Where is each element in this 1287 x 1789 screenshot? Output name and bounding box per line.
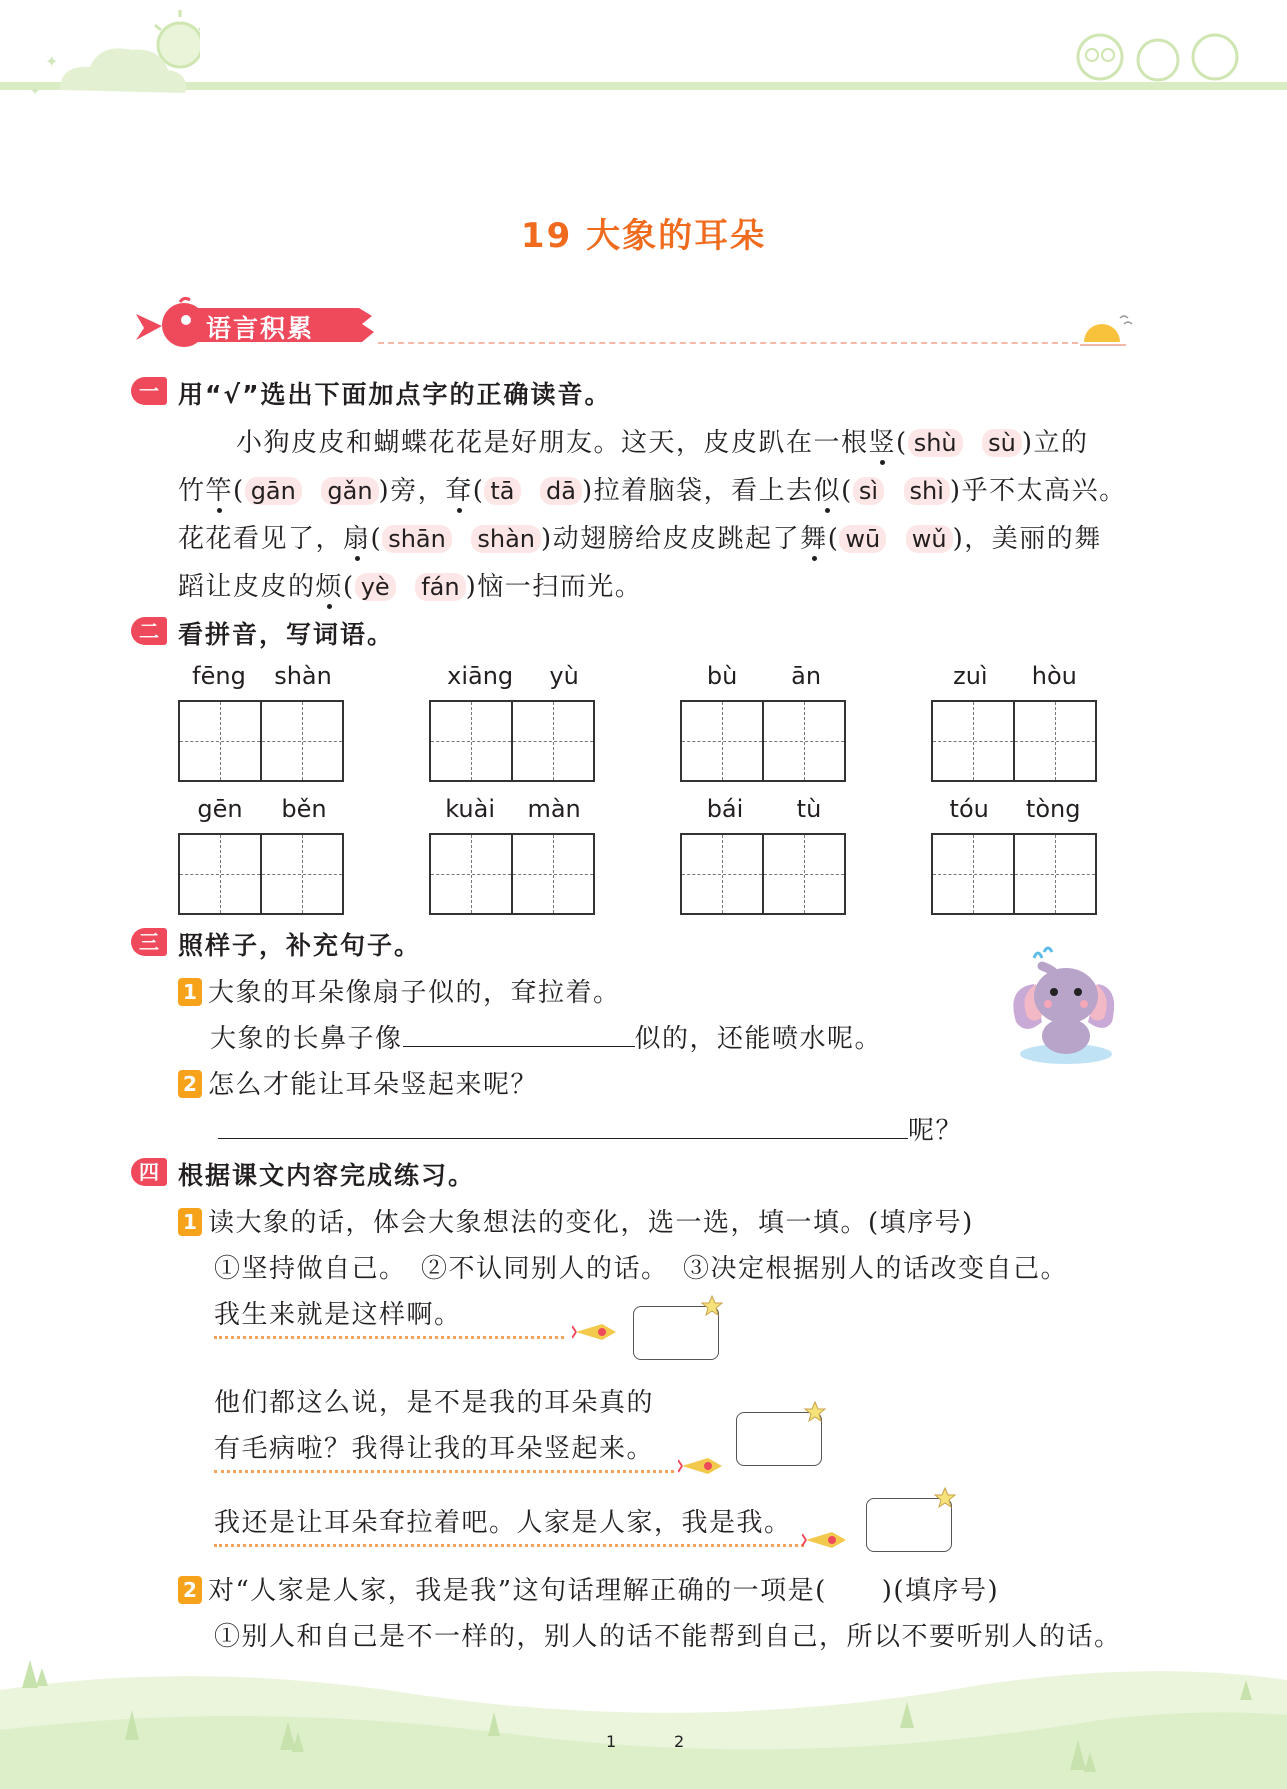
q4-instruction: 读大象的话，体会大象想法的变化，选一选，填一填。(填序号): [208, 1208, 974, 1238]
pinyin-label: xiāng yù: [447, 662, 579, 690]
pinyin-label: zuì hòu: [953, 662, 1077, 690]
writing-grid[interactable]: [429, 833, 595, 915]
q1-text: 恼一扫而光。: [477, 572, 643, 602]
q3-item-2: [178, 1064, 538, 1101]
q1-number: 一: [131, 377, 167, 405]
page-number-right: 2: [674, 1732, 685, 1751]
q1-text: 花花看见了，: [178, 524, 344, 554]
q1-dotted-char: 舞: [800, 518, 828, 555]
fill-blank[interactable]: [403, 1022, 635, 1047]
pinyin-label: tóu tòng: [949, 795, 1081, 823]
item-number-badge: 2: [178, 1070, 202, 1098]
elephant-quote-3: 我还是让耳朵耷拉着吧。人家是人家，我是我。: [214, 1508, 792, 1538]
pinyin-option[interactable]: sù: [982, 429, 1022, 457]
q4-question: 对“人家是人家，我是我”这句话理解正确的一项是( )(填序号): [208, 1576, 1000, 1606]
writing-grid[interactable]: [680, 700, 846, 782]
q1-line-2: 竹竿( gān gǎn )旁，耷( tā dā )拉着脑袋，看上去似( sì shì )乎不太高兴。: [178, 470, 1127, 507]
star-icon: [803, 1400, 827, 1424]
q3-question: 怎么才能让耳朵竖起来呢？: [208, 1070, 539, 1100]
q1-dotted-char: 竿: [206, 470, 234, 507]
q4-number: 四: [131, 1158, 167, 1186]
pinyin-option[interactable]: fán: [415, 573, 465, 601]
q1-line-4: 蹈让皮皮的烦( yè fán )恼一扫而光。: [178, 566, 642, 603]
q3-suffix: 似的，还能喷水呢。: [634, 1024, 883, 1054]
page-number-left: 1: [606, 1732, 617, 1751]
q4-item-2: [178, 1570, 999, 1607]
pinyin-option[interactable]: wū: [839, 525, 886, 553]
pinyin-option[interactable]: shì: [904, 477, 950, 505]
pinyin-label: bái tù: [706, 795, 822, 823]
q4-title: 根据课文内容完成练习。: [178, 1161, 476, 1190]
sunset-icon: [1080, 312, 1136, 352]
q4-item-1: [178, 1202, 974, 1239]
q1-text: 立的: [1033, 428, 1089, 458]
pinyin-option[interactable]: shàn: [471, 525, 541, 553]
q3-number: 三: [131, 928, 167, 956]
banner-divider: [378, 342, 1078, 344]
sun-cloud-decoration: [20, 5, 200, 105]
q1-text: ，美丽的舞: [964, 524, 1102, 554]
pinyin-option[interactable]: dā: [540, 477, 582, 505]
hills-decoration: [0, 1640, 1287, 1789]
wavy-underline: [214, 1336, 564, 1343]
elephant-quote-1: 我生来就是这样啊。: [214, 1300, 462, 1330]
writing-grid[interactable]: [931, 700, 1097, 782]
q3-prefix: 大象的长鼻子像: [210, 1024, 403, 1054]
pinyin-label: bù ān: [706, 662, 822, 690]
svg-text:✦: ✦: [45, 52, 59, 71]
q4-option-1: ①别人和自己是不一样的，别人的话不能帮到自己，所以不要听别人的话。: [214, 1622, 1122, 1652]
q4-options: ①坚持做自己。 ②不认同别人的话。 ③决定根据别人的话改变自己。: [214, 1254, 1069, 1284]
star-icon: [933, 1486, 957, 1510]
q1-text: 拉着脑袋，看上去: [593, 476, 814, 506]
q1-dotted-char: 竖: [869, 422, 897, 459]
pinyin-label: gēn běn: [197, 795, 327, 823]
q1-text: 小狗皮皮和蝴蝶花花是好朋友。这天，皮皮趴在一根: [236, 428, 869, 458]
q3-item-1-answer: [210, 1018, 882, 1055]
section-banner: [134, 304, 374, 344]
q1-text: 竹: [178, 476, 206, 506]
q1-title: 用“√”选出下面加点字的正确读音。: [178, 380, 612, 409]
q3-item-1: [178, 972, 621, 1009]
banner-label: 语言积累: [206, 314, 315, 343]
writing-grid[interactable]: [178, 833, 344, 915]
pinyin-option[interactable]: sì: [853, 477, 884, 505]
q1-text: 旁，: [390, 476, 446, 506]
item-number-badge: 2: [178, 1576, 202, 1604]
pinyin-option[interactable]: shān: [382, 525, 452, 553]
writing-grid[interactable]: [680, 833, 846, 915]
pinyin-option[interactable]: wǔ: [906, 525, 953, 553]
q3-item-2-answer: [218, 1110, 963, 1147]
q3-example: 大象的耳朵像扇子似的，耷拉着。: [208, 978, 621, 1008]
pinyin-label: kuài màn: [445, 795, 581, 823]
animals-decoration: [1060, 25, 1260, 85]
star-icon: [700, 1294, 724, 1318]
item-number-badge: 1: [178, 1208, 202, 1236]
pinyin-option[interactable]: gān: [245, 477, 302, 505]
q2-title: 看拼音，写词语。: [178, 620, 395, 649]
q1-line-1: 小狗皮皮和蝴蝶花花是好朋友。这天，皮皮趴在一根竖( shù sù )立的: [236, 422, 1089, 459]
q1-line-3: 花花看见了，扇( shān shàn )动翅膀给皮皮跳起了舞( wū wǔ )，美丽的舞: [178, 518, 1102, 555]
q1-text: 动翅膀给皮皮跳起了: [552, 524, 801, 554]
elephant-quote-2b: 有毛病啦？我得让我的耳朵竖起来。: [214, 1434, 655, 1464]
q3-title: 照样子，补充句子。: [178, 931, 422, 960]
q1-text: 蹈让皮皮的: [178, 572, 316, 602]
pinyin-option[interactable]: yè: [355, 573, 396, 601]
q1-dotted-char: 扇: [343, 518, 371, 555]
q2-number: 二: [131, 617, 167, 645]
rocket-icon: [802, 1526, 848, 1554]
writing-grid[interactable]: [429, 700, 595, 782]
wavy-underline: [214, 1544, 804, 1551]
pinyin-option[interactable]: shù: [908, 429, 963, 457]
wavy-underline: [214, 1470, 674, 1477]
q1-dotted-char: 似: [814, 470, 842, 507]
rocket-icon: [678, 1452, 724, 1480]
q1-dotted-char: 耷: [445, 470, 473, 507]
rocket-icon: [572, 1318, 618, 1346]
writing-grid[interactable]: [931, 833, 1097, 915]
writing-grid[interactable]: [178, 700, 344, 782]
svg-text:✦: ✦: [30, 84, 41, 98]
q1-dotted-char: 烦: [316, 566, 344, 603]
pinyin-option[interactable]: gǎn: [321, 477, 378, 505]
pinyin-label: fēng shàn: [192, 662, 332, 690]
item-number-badge: 1: [178, 978, 202, 1006]
q1-text: 乎不太高兴。: [961, 476, 1127, 506]
pinyin-option[interactable]: tā: [484, 477, 520, 505]
q3-suffix: 呢？: [908, 1116, 964, 1146]
fill-blank[interactable]: [218, 1114, 908, 1139]
elephant-icon: [1008, 944, 1118, 1068]
elephant-quote-2a: 他们都这么说，是不是我的耳朵真的: [214, 1388, 655, 1418]
page-title: 19 大象的耳朵: [520, 216, 767, 256]
